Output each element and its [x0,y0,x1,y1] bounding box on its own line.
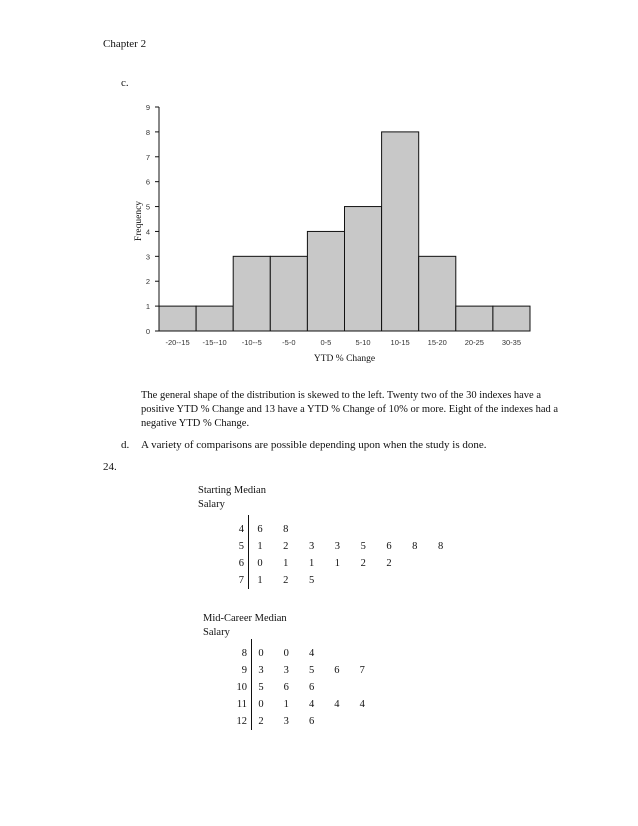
leaf-value: 6 [257,524,263,535]
x-tick-label: -10--5 [241,338,262,347]
histogram-bar [233,256,270,331]
y-tick-label: 6 [145,177,150,187]
leaf-value: 3 [258,665,264,676]
x-tick-label: 20-25 [464,338,484,347]
x-tick-label: 0-5 [320,338,332,347]
leaf-value: 5 [308,665,315,676]
leaf-value: 4 [359,699,365,710]
part-c-label: c. [121,77,129,89]
leaf-value: 6 [283,682,289,693]
stemplot-starting-title [198,484,318,512]
y-tick-label: 3 [145,252,150,262]
leaf-value: 4 [308,648,315,659]
leaf-value: 2 [283,575,289,586]
x-tick-label: -20--15 [165,338,190,347]
y-axis-label: Frequency [134,200,144,242]
y-tick-label: 2 [145,277,150,287]
leaf-value: 1 [283,558,289,569]
x-tick-label: 15-20 [427,338,447,347]
x-tick-label: -5-0 [282,338,296,347]
histogram-bar [382,132,419,331]
leaf-value: 6 [334,665,340,676]
stem-value: 4 [238,524,244,535]
stem-value: 5 [238,541,244,552]
leaf-value: 6 [386,541,392,552]
y-tick-label: 5 [145,202,150,212]
leaf-value: 2 [283,541,289,552]
leaf-value: 0 [258,648,264,659]
leaf-value: 1 [283,699,289,710]
x-axis-label: YTD % Change [313,354,376,364]
stem-value: 6 [238,558,244,569]
stem-value: 12 [236,716,247,727]
histogram-bar [196,306,233,331]
stem-value: 7 [238,575,244,586]
y-tick-label: 9 [145,103,150,112]
leaf-value: 0 [258,699,264,710]
leaf-value: 8 [437,541,444,552]
leaf-value: 4 [334,699,340,710]
leaf-value: 3 [283,665,289,676]
leaf-value: 2 [258,716,264,727]
stemplot-divider [248,515,249,589]
x-tick-label: 30-35 [501,338,522,347]
stemplot-midcareer-title-line2: Salary [203,627,230,638]
stemplot-starting-title-line1: Starting Median [198,485,266,496]
leaf-value: 6 [308,716,315,727]
problem-number: 24. [103,461,117,473]
histogram-bar [307,231,344,331]
histogram-bar [419,256,456,331]
leaf-value: 5 [360,541,366,552]
stemplot-divider [251,639,252,730]
leaf-value: 1 [334,558,341,569]
leaf-value: 4 [308,699,315,710]
stem-value: 8 [241,648,247,659]
stem-value: 9 [241,665,247,676]
y-tick-label: 1 [145,302,150,312]
x-tick-label: -15--10 [202,338,227,347]
leaf-value: 0 [257,558,263,569]
leaf-value: 1 [257,575,263,586]
stem-value: 11 [236,699,247,710]
leaf-value: 8 [283,524,289,535]
histogram-chart [0,0,638,380]
leaf-value: 5 [308,575,315,586]
distribution-description: The general shape of the distribution is skewed to the left. Twenty two of the 30 indexes have a positive YTD % Change and 13 have a YTD % Change of 10% or more. Eight of the indexes had a negative YTD % Change. [141,390,559,429]
stemplot-midcareer-title [203,612,323,640]
part-d-text: A variety of comparisons are possible depending upon when the study is done. [141,439,487,451]
leaf-value: 3 [334,541,341,552]
x-tick-label: 5-10 [355,338,371,347]
y-tick-label: 7 [145,152,150,162]
leaf-value: 3 [308,541,315,552]
y-tick-label: 4 [145,227,150,237]
leaf-value: 3 [283,716,289,727]
leaf-value: 8 [412,541,418,552]
histogram-bar [159,306,196,331]
leaf-value: 1 [308,558,315,569]
part-d-label: d. [121,439,130,451]
leaf-value: 1 [257,541,263,552]
leaf-value: 6 [308,682,315,693]
y-tick-label: 8 [145,127,150,137]
leaf-value: 2 [386,558,392,569]
leaf-value: 0 [283,648,289,659]
leaf-value: 2 [360,558,366,569]
histogram-bar [270,256,307,331]
stem-value: 10 [236,682,247,693]
y-tick-label: 0 [145,327,150,336]
chapter-heading: Chapter 2 [103,38,147,50]
leaf-value: 7 [359,665,365,676]
stemplot-starting-title-line2: Salary [198,499,225,510]
histogram-bar [493,306,530,331]
histogram-bar [456,306,493,331]
leaf-value: 5 [258,682,264,693]
histogram-bar [345,207,382,331]
stemplot-midcareer-title-line1: Mid-Career Median [203,613,287,624]
x-tick-label: 10-15 [390,338,410,347]
